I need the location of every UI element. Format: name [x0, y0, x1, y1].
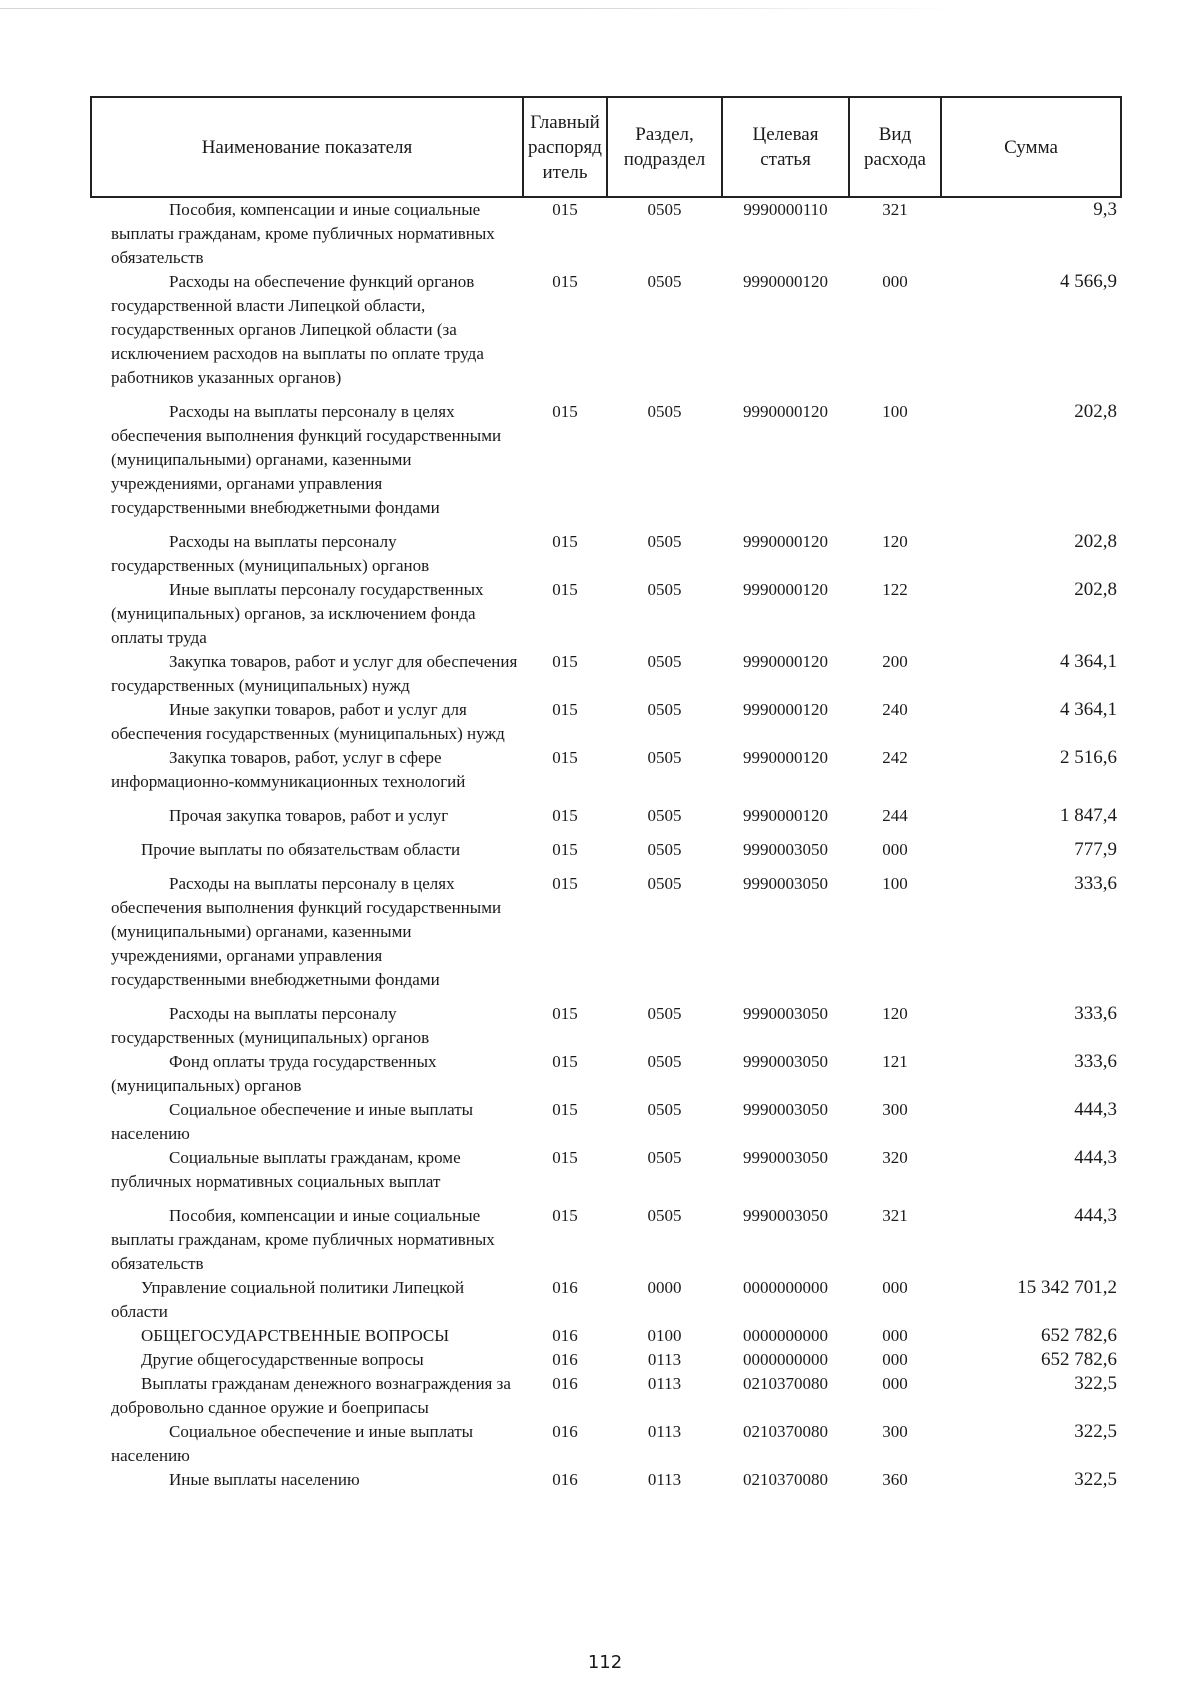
row-chief: 015	[552, 840, 578, 859]
row-name: Фонд оплаты труда государственных (муниципальных) органов	[111, 1052, 437, 1095]
row-sum: 2 516,6	[1060, 747, 1117, 768]
row-name: Социальные выплаты гражданам, кроме публичных нормативных социальных выплат	[111, 1148, 461, 1191]
row-chief: 015	[552, 1148, 578, 1167]
row-kind: 360	[882, 1470, 908, 1489]
table-row	[91, 197, 1121, 270]
row-chief: 016	[552, 1422, 578, 1441]
row-target: 9990000120	[743, 532, 828, 551]
row-name: Расходы на обеспечение функций органов государственной власти Липецкой области, государственных органов Липецкой области (за исключением расходов на выплаты по оплате труда работников указанных органов)	[111, 272, 484, 387]
row-chief: 015	[552, 652, 578, 671]
row-section: 0505	[647, 840, 682, 859]
row-chief: 015	[552, 272, 578, 291]
row-target: 0000000000	[743, 1350, 828, 1369]
row-sum: 322,5	[1074, 1469, 1117, 1490]
row-section: 0505	[647, 806, 682, 825]
row-name: Иные закупки товаров, работ и услуг для обеспечения государственных (муниципальных) нужд	[111, 700, 505, 743]
row-name: Выплаты гражданам денежного вознаграждения за добровольно сданное оружие и боеприпасы	[111, 1374, 511, 1417]
row-name: Управление социальной политики Липецкой области	[111, 1278, 465, 1321]
row-section: 0113	[647, 1374, 682, 1393]
row-kind: 321	[882, 200, 908, 219]
row-chief: 015	[552, 1206, 578, 1225]
row-kind: 000	[882, 1278, 908, 1297]
row-section: 0505	[647, 580, 682, 599]
table-row	[91, 838, 1121, 872]
row-kind: 120	[882, 1004, 908, 1023]
row-kind: 000	[882, 840, 908, 859]
row-section: 0100	[647, 1326, 682, 1345]
row-kind: 122	[882, 580, 908, 599]
row-name: Прочие выплаты по обязательствам области	[141, 840, 461, 859]
row-target: 9990000120	[743, 652, 828, 671]
row-target: 9990000120	[743, 580, 828, 599]
row-kind: 300	[882, 1100, 908, 1119]
row-chief: 015	[552, 874, 578, 893]
row-chief: 015	[552, 1052, 578, 1071]
table-row	[91, 1276, 1121, 1324]
table-row	[91, 270, 1121, 400]
row-chief: 015	[552, 200, 578, 219]
row-section: 0113	[647, 1350, 682, 1369]
row-name: Другие общегосударственные вопросы	[141, 1350, 424, 1369]
row-name: Расходы на выплаты персоналу государственных (муниципальных) органов	[111, 532, 430, 575]
row-chief: 016	[552, 1470, 578, 1489]
row-section: 0505	[647, 1052, 682, 1071]
row-chief: 015	[552, 700, 578, 719]
row-target: 9990000120	[743, 700, 828, 719]
row-name: Социальное обеспечение и иные выплаты населению	[111, 1100, 474, 1143]
row-target: 9990000120	[743, 748, 828, 767]
header-kind: Вид расхода	[849, 97, 941, 197]
row-kind: 321	[882, 1206, 908, 1225]
row-name: Прочая закупка товаров, работ и услуг	[169, 806, 449, 825]
row-name: Иные выплаты населению	[169, 1470, 360, 1489]
row-name: Иные выплаты персоналу государственных (муниципальных) органов, за исключением фонда оплаты труда	[111, 580, 484, 647]
row-target: 9990000120	[743, 402, 828, 421]
row-name: Пособия, компенсации и иные социальные выплаты гражданам, кроме публичных нормативных обязательств	[111, 1206, 495, 1273]
row-sum: 777,9	[1074, 839, 1117, 860]
table-row	[91, 530, 1121, 578]
row-name: ОБЩЕГОСУДАРСТВЕННЫЕ ВОПРОСЫ	[141, 1326, 450, 1345]
table-row	[91, 1098, 1121, 1146]
table-row	[91, 578, 1121, 650]
table-row	[91, 1420, 1121, 1468]
row-target: 9990003050	[743, 1052, 828, 1071]
row-name: Социальное обеспечение и иные выплаты населению	[111, 1422, 474, 1465]
table-row	[91, 1050, 1121, 1098]
row-chief: 015	[552, 1100, 578, 1119]
row-chief: 016	[552, 1278, 578, 1297]
row-sum: 15 342 701,2	[1017, 1277, 1117, 1298]
table-row	[91, 650, 1121, 698]
row-sum: 322,5	[1074, 1373, 1117, 1394]
row-chief: 015	[552, 532, 578, 551]
row-section: 0113	[647, 1470, 682, 1489]
row-sum: 444,3	[1074, 1147, 1117, 1168]
row-section: 0505	[647, 748, 682, 767]
row-section: 0113	[647, 1422, 682, 1441]
row-chief: 015	[552, 402, 578, 421]
page-number	[0, 1652, 1200, 1673]
scan-edge-line	[0, 8, 960, 9]
row-section: 0505	[647, 652, 682, 671]
row-kind: 121	[882, 1052, 908, 1071]
row-section: 0000	[647, 1278, 682, 1297]
row-sum: 202,8	[1074, 531, 1117, 552]
table-row	[91, 804, 1121, 838]
header-name: Наименование показателя	[91, 97, 523, 197]
row-target: 0000000000	[743, 1326, 828, 1345]
row-sum: 652 782,6	[1041, 1325, 1117, 1346]
row-sum: 652 782,6	[1041, 1349, 1117, 1370]
row-target: 9990000110	[743, 200, 828, 219]
row-name: Закупка товаров, работ и услуг для обеспечения государственных (муниципальных) нужд	[111, 652, 518, 695]
row-kind: 000	[882, 1326, 908, 1345]
table-header-row	[91, 97, 1121, 197]
table-row	[91, 1204, 1121, 1276]
page-number-value: 112	[587, 1652, 623, 1673]
row-kind: 300	[882, 1422, 908, 1441]
header-chief: Главный распоряд итель	[523, 97, 607, 197]
row-chief: 016	[552, 1374, 578, 1393]
row-sum: 333,6	[1074, 1003, 1117, 1024]
row-section: 0505	[647, 700, 682, 719]
row-sum: 1 847,4	[1060, 805, 1117, 826]
row-kind: 000	[882, 1374, 908, 1393]
row-sum: 333,6	[1074, 1051, 1117, 1072]
row-target: 9990003050	[743, 840, 828, 859]
table-row	[91, 1002, 1121, 1050]
row-kind: 000	[882, 1350, 908, 1369]
row-chief: 016	[552, 1350, 578, 1369]
row-sum: 444,3	[1074, 1205, 1117, 1226]
table-row	[91, 1146, 1121, 1204]
row-sum: 202,8	[1074, 579, 1117, 600]
row-name: Закупка товаров, работ, услуг в сфере информационно-коммуникационных технологий	[111, 748, 466, 791]
row-kind: 120	[882, 532, 908, 551]
row-chief: 015	[552, 806, 578, 825]
row-sum: 333,6	[1074, 873, 1117, 894]
row-section: 0505	[647, 1100, 682, 1119]
row-kind: 320	[882, 1148, 908, 1167]
row-target: 9990000120	[743, 272, 828, 291]
table-row	[91, 1468, 1121, 1492]
row-sum: 9,3	[1093, 199, 1117, 220]
row-sum: 4 566,9	[1060, 271, 1117, 292]
row-sum: 4 364,1	[1060, 651, 1117, 672]
row-name: Пособия, компенсации и иные социальные выплаты гражданам, кроме публичных нормативных обязательств	[111, 200, 495, 267]
row-chief: 015	[552, 580, 578, 599]
row-kind: 244	[882, 806, 908, 825]
row-sum: 322,5	[1074, 1421, 1117, 1442]
row-section: 0505	[647, 874, 682, 893]
row-section: 0505	[647, 200, 682, 219]
row-target: 0210370080	[743, 1374, 828, 1393]
row-target: 0210370080	[743, 1470, 828, 1489]
row-section: 0505	[647, 1148, 682, 1167]
table-row	[91, 872, 1121, 1002]
row-chief: 016	[552, 1326, 578, 1345]
row-kind: 100	[882, 874, 908, 893]
header-section: Раздел, подраздел	[607, 97, 722, 197]
table-row	[91, 746, 1121, 804]
row-target: 9990003050	[743, 874, 828, 893]
row-kind: 240	[882, 700, 908, 719]
row-chief: 015	[552, 1004, 578, 1023]
row-section: 0505	[647, 402, 682, 421]
row-name: Расходы на выплаты персоналу в целях обеспечения выполнения функций государственными (муниципальными) органами, казенными учреждениями, органами управления государственными внебюджетными фондами	[111, 402, 502, 517]
row-target: 9990003050	[743, 1004, 828, 1023]
row-kind: 100	[882, 402, 908, 421]
budget-table	[90, 96, 1122, 1492]
row-target: 0210370080	[743, 1422, 828, 1441]
row-name: Расходы на выплаты персоналу в целях обеспечения выполнения функций государственными (муниципальными) органами, казенными учреждениями, органами управления государственными внебюджетными фондами	[111, 874, 502, 989]
row-kind: 200	[882, 652, 908, 671]
row-section: 0505	[647, 532, 682, 551]
header-target: Целевая статья	[722, 97, 849, 197]
row-sum: 444,3	[1074, 1099, 1117, 1120]
row-section: 0505	[647, 1004, 682, 1023]
table-row	[91, 698, 1121, 746]
row-section: 0505	[647, 272, 682, 291]
row-target: 9990003050	[743, 1100, 828, 1119]
row-target: 0000000000	[743, 1278, 828, 1297]
row-sum: 4 364,1	[1060, 699, 1117, 720]
row-name: Расходы на выплаты персоналу государственных (муниципальных) органов	[111, 1004, 430, 1047]
row-target: 9990003050	[743, 1148, 828, 1167]
row-chief: 015	[552, 748, 578, 767]
header-sum: Сумма	[941, 97, 1121, 197]
row-kind: 000	[882, 272, 908, 291]
table-row	[91, 1324, 1121, 1348]
table-row	[91, 1348, 1121, 1372]
row-section: 0505	[647, 1206, 682, 1225]
row-kind: 242	[882, 748, 908, 767]
row-target: 9990000120	[743, 806, 828, 825]
row-sum: 202,8	[1074, 401, 1117, 422]
table-row	[91, 1372, 1121, 1420]
table-row	[91, 400, 1121, 530]
row-target: 9990003050	[743, 1206, 828, 1225]
